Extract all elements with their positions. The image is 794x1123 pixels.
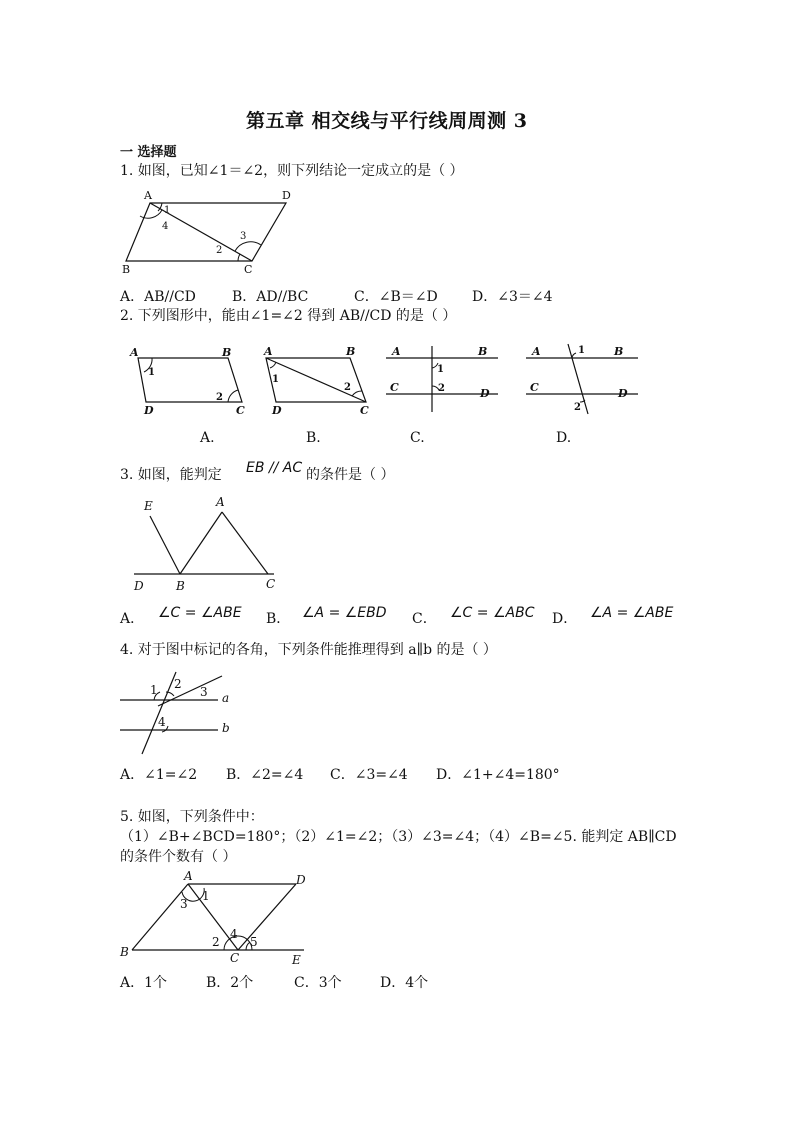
q4-angle-2: 2	[174, 677, 182, 691]
q1-stem: 1. 如图，已知∠1＝∠2，则下列结论一定成立的是（ ）	[120, 163, 464, 179]
q1-option-a[interactable]: A．AB//CD	[120, 289, 196, 305]
q4-option-c[interactable]: C．∠3=∠4	[330, 767, 408, 783]
q1-angle-1: 1	[164, 205, 171, 216]
q2d-label-A: A	[532, 345, 541, 358]
q3-figure	[130, 492, 290, 594]
q3-stem-post: 的条件是（ ）	[306, 467, 395, 483]
q2a-angle-1: 1	[148, 367, 155, 378]
q4-option-a[interactable]: A．∠1=∠2	[120, 767, 198, 783]
q1-label-C: C	[244, 263, 253, 276]
q3-option-c-letter[interactable]: C．	[412, 611, 437, 627]
q2-option-d[interactable]: D.	[556, 430, 572, 446]
q1-label-A: A	[144, 189, 152, 202]
q2c-label-D: D	[480, 387, 490, 400]
q5-label-C: C	[230, 951, 240, 965]
q4-line-b: b	[222, 721, 230, 735]
q2a-label-B: B	[222, 346, 232, 359]
q2b-angle-2: 2	[344, 382, 351, 393]
q3-option-a-letter[interactable]: A．	[120, 611, 145, 627]
section-heading: 一 选择题	[120, 145, 177, 160]
q3-option-d-letter[interactable]: D．	[552, 611, 578, 627]
q4-angle-3: 3	[200, 685, 208, 699]
q5-angle-3: 3	[180, 897, 188, 911]
q1-option-b[interactable]: B．AD//BC	[232, 289, 309, 305]
q2-figure-c	[382, 342, 502, 414]
page-title: 第五章 相交线与平行线周周测 3	[246, 110, 528, 132]
q3-stem-pre: 3. 如图，能判定	[120, 467, 222, 483]
q3-label-A: A	[216, 495, 225, 509]
q2a-label-C: C	[236, 404, 245, 417]
q5-angle-5: 5	[250, 935, 258, 949]
q5-label-A: A	[184, 869, 193, 883]
q2a-label-A: A	[130, 346, 139, 359]
q1-label-D: D	[282, 189, 291, 202]
q1-angle-2: 2	[216, 245, 223, 256]
q2-figure-b	[258, 344, 378, 418]
q2b-label-D: D	[272, 404, 282, 417]
q2-option-c[interactable]: C.	[410, 430, 425, 446]
q5-figure	[116, 870, 316, 966]
q3-option-d-math[interactable]: ∠A = ∠ABE	[590, 605, 674, 621]
q2-figure-d	[522, 342, 642, 414]
q4-stem: 4. 对于图中标记的各角，下列条件能推理得到 a∥b 的是（ ）	[120, 642, 497, 658]
q2b-label-A: A	[264, 345, 273, 358]
q4-option-b[interactable]: B．∠2=∠4	[226, 767, 304, 783]
q5-question: 的条件个数有（ ）	[120, 849, 237, 865]
q5-option-b[interactable]: B．2个	[206, 975, 254, 991]
q3-label-E: E	[144, 499, 153, 513]
q5-option-c[interactable]: C．3个	[294, 975, 342, 991]
q2-option-b[interactable]: B.	[306, 430, 321, 446]
q2c-label-B: B	[478, 345, 488, 358]
q2c-label-A: A	[392, 345, 401, 358]
q3-option-b-math[interactable]: ∠A = ∠EBD	[302, 605, 387, 621]
q1-figure	[118, 185, 298, 277]
q3-option-b-letter[interactable]: B．	[266, 611, 291, 627]
q2-figure-a	[128, 344, 248, 418]
q2a-label-D: D	[144, 404, 154, 417]
q3-option-c-math[interactable]: ∠C = ∠ABC	[450, 605, 535, 621]
q5-option-a[interactable]: A．1个	[120, 975, 168, 991]
q5-angle-2: 2	[212, 935, 220, 949]
q2a-angle-2: 2	[216, 392, 223, 403]
q2b-label-B: B	[346, 345, 356, 358]
q1-angle-4: 4	[162, 221, 169, 232]
q3-label-B: B	[176, 579, 185, 593]
q3-label-D: D	[134, 579, 144, 593]
q1-option-c[interactable]: C．∠B＝∠D	[354, 289, 438, 305]
q2-option-a[interactable]: A.	[200, 430, 215, 446]
q5-option-d[interactable]: D．4个	[380, 975, 429, 991]
q3-label-C: C	[266, 577, 276, 591]
q5-angle-4: 4	[230, 927, 238, 941]
q2d-angle-1: 1	[578, 345, 585, 356]
q2d-angle-2: 2	[574, 402, 581, 413]
q2c-angle-2: 2	[438, 383, 445, 394]
q1-option-d[interactable]: D．∠3＝∠4	[472, 289, 553, 305]
q1-label-B: B	[122, 263, 131, 276]
q4-figure	[118, 670, 238, 754]
q4-angle-4: 4	[158, 715, 166, 729]
q3-option-a-math[interactable]: ∠C = ∠ABE	[158, 605, 242, 621]
q2d-label-C: C	[530, 381, 539, 394]
q2c-angle-1: 1	[437, 364, 444, 375]
q3-stem-math: EB // AC	[246, 460, 303, 476]
q5-label-E: E	[292, 953, 301, 967]
q2b-label-C: C	[360, 404, 369, 417]
q4-line-a: a	[222, 691, 230, 705]
q5-angle-1: 1	[202, 889, 210, 903]
q5-label-B: B	[120, 945, 129, 959]
q4-option-d[interactable]: D．∠1+∠4=180°	[436, 767, 560, 783]
q2-stem: 2. 下列图形中，能由∠1=∠2 得到 AB//CD 的是（ ）	[120, 308, 457, 324]
q2d-label-B: B	[614, 345, 624, 358]
q5-label-D: D	[296, 873, 306, 887]
q1-angle-3: 3	[240, 231, 247, 242]
q5-stem: 5. 如图，下列条件中：	[120, 809, 264, 825]
q2b-angle-1: 1	[272, 374, 279, 385]
q5-conditions: （1）∠B+∠BCD=180°；（2）∠1=∠2；（3）∠3=∠4；（4）∠B=∠5. 能判定 AB∥CD	[120, 829, 677, 845]
q4-angle-1: 1	[150, 683, 158, 697]
q2d-label-D: D	[618, 387, 628, 400]
q2c-label-C: C	[390, 381, 399, 394]
